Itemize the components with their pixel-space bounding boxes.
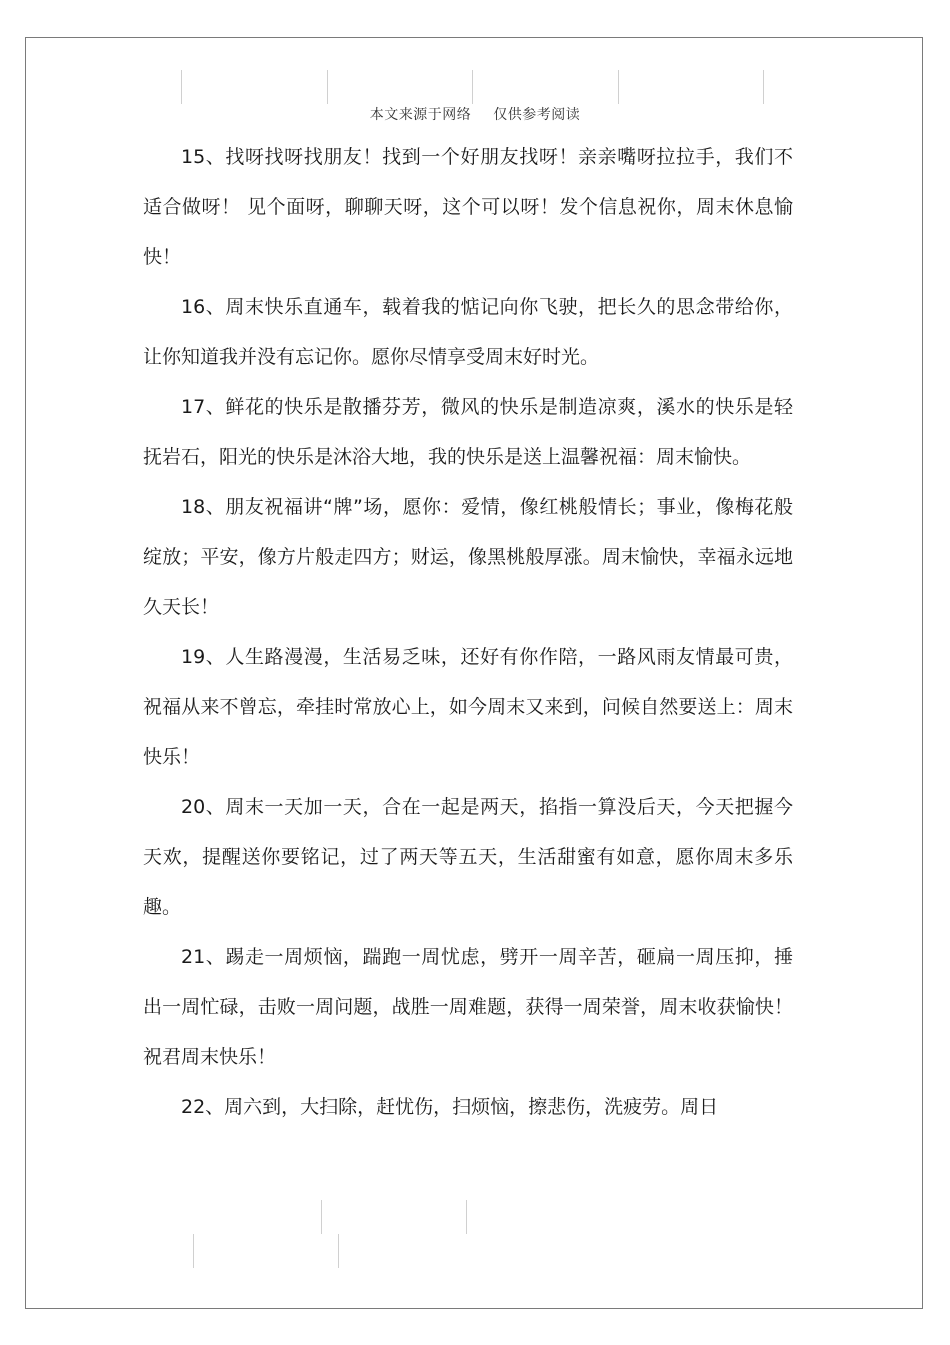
top-margin-mark [763,70,764,104]
paragraph-15: 15、找呀找呀找朋友！找到一个好朋友找呀！亲亲嘴呀拉拉手，我们不适合做呀！ 见个面呀，聊聊天呀，这个可以呀！发个信息祝你，周末休息愉快！ [143,146,793,268]
paragraph-22: 22、周六到，大扫除，赶忧伤，扫烦恼，擦悲伤，洗疲劳。周日 [181,1096,719,1118]
top-margin-mark [618,70,619,104]
source-note: 本文来源于网络 [369,107,472,123]
paragraph-19: 19、人生路漫漫，生活易乏味，还好有你作陪，一路风雨友情最可贵，祝福从来不曾忘，牵挂时常放心上，如今周末又来到，问候自然要送上：周末快乐！ [143,646,793,768]
paragraph-21: 21、踢走一周烦恼，踹跑一周忧虑，劈开一周辛苦，砸扁一周压抑，捶出一周忙碌，击败一周问题，战胜一周难题，获得一周荣誉，周末收获愉快！祝君周末快乐！ [143,946,793,1068]
paragraph-16: 16、周末快乐直通车，载着我的惦记向你飞驶，把长久的思念带给你，让你知道我并没有忘记你。愿你尽情享受周末好时光。 [143,296,793,368]
bottom-margin-mark [321,1200,322,1234]
paragraph-20: 20、周末一天加一天，合在一起是两天，掐指一算没后天，今天把握今天欢，提醒送你要铭记，过了两天等五天，生活甜蜜有如意，愿你周末多乐趣。 [143,796,793,918]
bottom-margin-mark [193,1234,194,1268]
paragraph-18: 18、朋友祝福讲“牌”场，愿你：爱情，像红桃般情长；事业，像梅花般绽放；平安，像方片般走四方；财运，像黑桃般厚涨。周末愉快，幸福永远地久天长！ [143,496,793,618]
bottom-margin-mark [466,1200,467,1234]
document-body [143,132,793,1132]
reading-note: 仅供参考阅读 [493,107,581,123]
header-note [0,104,950,124]
bottom-margin-mark [338,1234,339,1268]
top-margin-mark [181,70,182,104]
top-margin-mark [327,70,328,104]
paragraph-17: 17、鲜花的快乐是散播芬芳，微风的快乐是制造凉爽，溪水的快乐是轻抚岩石，阳光的快乐是沐浴大地，我的快乐是送上温馨祝福：周末愉快。 [143,396,793,468]
top-margin-mark [472,70,473,104]
